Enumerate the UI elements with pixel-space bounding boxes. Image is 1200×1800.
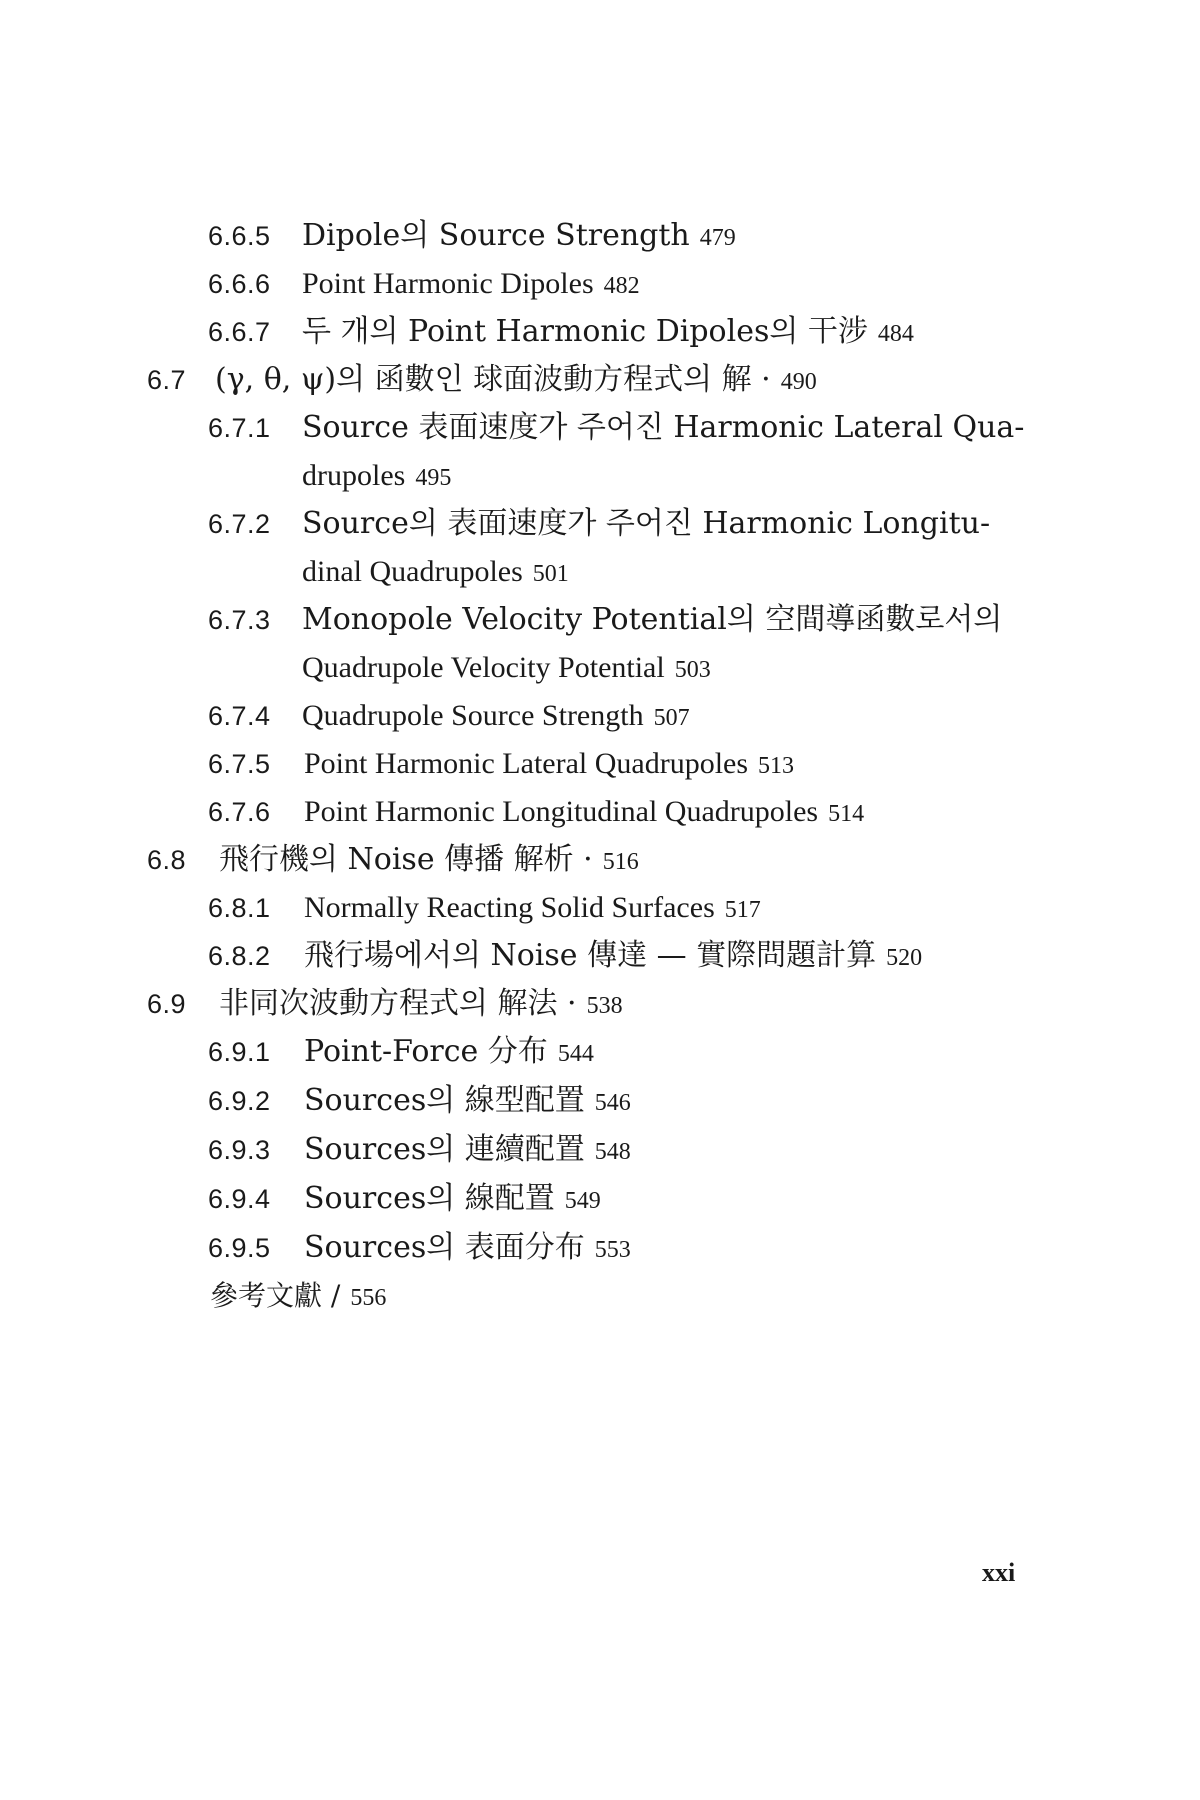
section-number: 6.8.2 <box>208 941 271 971</box>
section-title-text: Monopole Velocity Potential의 空間導函數로서의 <box>302 602 1003 637</box>
section-number: 6.7.4 <box>208 701 271 731</box>
section-title-text: Point-Force 分布 <box>304 1034 548 1069</box>
page-ref: 549 <box>564 1188 601 1214</box>
section-title <box>302 600 1012 642</box>
section-title <box>304 1179 601 1221</box>
toc-entry-continuation <box>302 552 569 594</box>
section-title-text: Source의 表面速度가 주어진 Harmonic Longitu- <box>302 506 991 541</box>
section-title-text: dinal Quadrupoles <box>302 555 523 588</box>
section-title <box>215 360 817 402</box>
page-ref: 538 <box>586 993 623 1019</box>
section-number: 6.7.3 <box>208 605 271 635</box>
page-ref: 517 <box>724 897 761 923</box>
section-number: 6.7 <box>147 365 187 395</box>
section-title-text: Normally Reacting Solid Surfaces <box>304 891 715 924</box>
section-title-text: 두 개의 Point Harmonic Dipoles의 干涉 <box>302 314 868 349</box>
section-number: 6.9.3 <box>208 1135 271 1165</box>
page-ref: 479 <box>699 225 736 251</box>
section-title-text: drupoles <box>302 459 406 492</box>
page-ref: 514 <box>828 801 865 827</box>
page-ref: 503 <box>674 657 711 683</box>
section-title <box>219 840 639 882</box>
section-title-text: Quadrupole Velocity Potential <box>302 651 665 684</box>
section-title <box>302 696 690 738</box>
section-title <box>302 408 1034 450</box>
page-ref: 513 <box>758 753 795 779</box>
section-title <box>219 984 623 1026</box>
section-number: 6.8.1 <box>208 893 271 923</box>
page-ref: 548 <box>594 1139 631 1165</box>
section-number: 6.7.5 <box>208 749 271 779</box>
section-title <box>304 744 794 786</box>
section-title <box>304 888 761 930</box>
page-ref: 520 <box>886 945 923 971</box>
section-number: 6.8 <box>147 845 187 875</box>
section-title <box>304 936 922 978</box>
section-title-text: 飛行機의 Noise 傳播 解析 · <box>219 842 593 877</box>
section-title <box>304 1130 631 1172</box>
section-title-text: Point Harmonic Dipoles <box>302 267 594 300</box>
toc-entry-references <box>210 1276 386 1318</box>
page-ref: 544 <box>557 1041 594 1067</box>
section-title <box>304 792 864 834</box>
section-number: 6.9.5 <box>208 1233 271 1263</box>
section-title-text: Sources의 線型配置 <box>304 1083 585 1118</box>
section-title-text: Sources의 表面分布 <box>304 1230 585 1265</box>
page-ref: 482 <box>603 273 640 299</box>
section-title-text: Quadrupole Source Strength <box>302 699 644 732</box>
section-title-text: 非同次波動方程式의 解法 · <box>219 986 577 1021</box>
section-number: 6.6.5 <box>208 221 271 251</box>
section-title-text: Point Harmonic Lateral Quadrupoles <box>304 747 749 780</box>
page-ref: 495 <box>415 465 452 491</box>
section-title <box>302 264 640 306</box>
page-ref: 501 <box>532 561 569 587</box>
section-number: 6.6.7 <box>208 317 271 347</box>
page-ref: 507 <box>653 705 690 731</box>
page-number: xxi <box>982 1558 1016 1587</box>
section-title-text: 飛行場에서의 Noise 傳達 — 實際問題計算 <box>304 938 877 973</box>
section-title-text: (γ, θ, ψ)의 函數인 球面波動方程式의 解 · <box>215 362 771 397</box>
section-title <box>302 504 1000 546</box>
section-number: 6.9.1 <box>208 1037 271 1067</box>
section-number: 6.9.2 <box>208 1086 271 1116</box>
section-number: 6.9.4 <box>208 1184 271 1214</box>
section-title <box>302 312 914 354</box>
section-title <box>304 1228 631 1270</box>
toc-entry-continuation <box>302 456 451 498</box>
section-title <box>302 216 736 258</box>
section-title <box>304 1081 631 1123</box>
section-number: 6.7.2 <box>208 509 271 539</box>
page-ref: 516 <box>602 849 639 875</box>
page-ref: 553 <box>594 1237 631 1263</box>
page-ref: 556 <box>350 1285 387 1311</box>
section-title-text: 參考文獻 / <box>210 1279 341 1312</box>
toc-entry-continuation <box>302 648 711 690</box>
page-ref: 546 <box>594 1090 631 1116</box>
page-ref: 490 <box>780 369 817 395</box>
page-ref: 484 <box>877 321 914 347</box>
section-title-text: Sources의 線配置 <box>304 1181 555 1216</box>
section-number: 6.9 <box>147 989 187 1019</box>
section-title-text: Point Harmonic Longitudinal Quadrupoles <box>304 795 819 828</box>
section-title-text: Dipole의 Source Strength <box>302 218 690 253</box>
section-number: 6.7.1 <box>208 413 271 443</box>
section-title-text: Source 表面速度가 주어진 Harmonic Lateral Qua- <box>302 410 1025 445</box>
section-title <box>304 1032 594 1074</box>
section-number: 6.7.6 <box>208 797 271 827</box>
section-number: 6.6.6 <box>208 269 271 299</box>
section-title-text: Sources의 連續配置 <box>304 1132 585 1167</box>
